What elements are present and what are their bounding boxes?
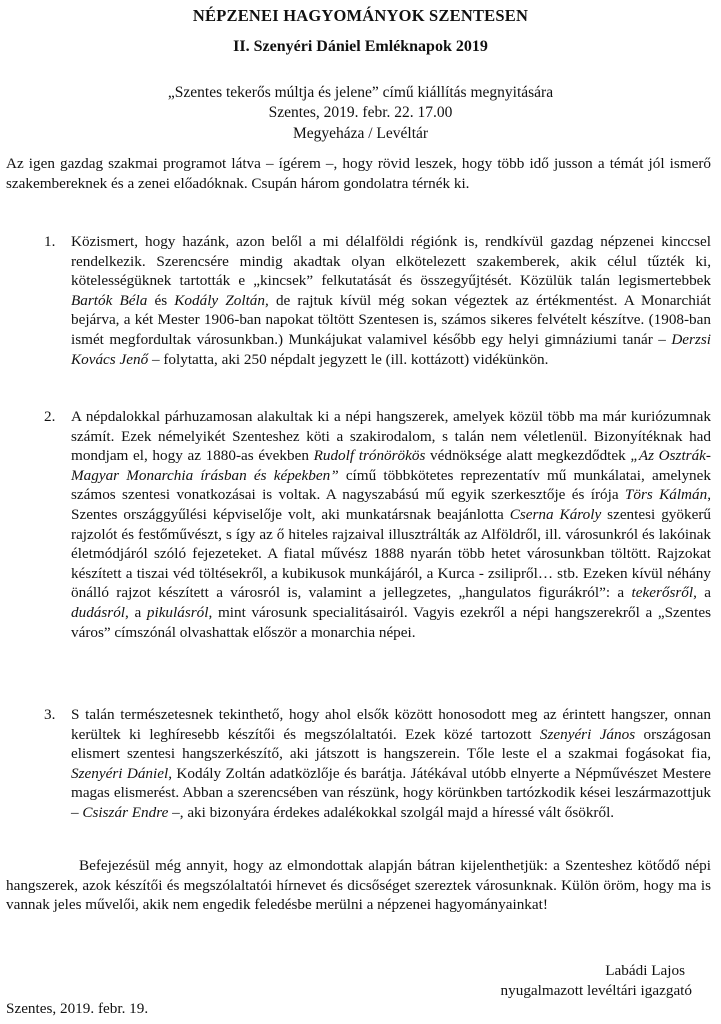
list-item-text [71,407,711,642]
text-run: országosan elismert szentesi hangszerkészítő, aki játszott is hangszerein. Tőle leste el a szakmai fogásokat fia, [71,725,711,763]
italic-text: tekerősről [631,584,694,602]
place-date: Szentes, 2019. febr. 19. [6,1000,149,1017]
text-run: című többkötetes reprezentatív mű munkálatai, amelynek számos szentesi vonatkozásai is voltak. A nagyszabású mű egyik szerkesztője és írója [71,466,711,504]
text-run: , de rajtuk kívül még sokan végeztek az értékmentést. A Monarchiát bejárva, a két Mester 1906-ban napokat töltött Szentesen is, számos sikeres felvételt készítve. (1908-ban ismét megfordultak városunkban.) Munkájukat valamivel később egy helyi gimnáziumi tanár – [71,291,712,348]
italic-text: Bartók Béla [71,291,148,309]
list-item-number: 1. [44,233,56,250]
signature-role: nyugalmazott levéltári igazgató [500,982,692,999]
list-item [6,407,711,642]
document-subtitle: II. Szenyéri Dániel Emléknapok 2019 [233,38,488,55]
text-run: – folytatta, aki 250 népdalt jegyzett le (ill. kottázott) vidékünkön. [148,350,549,368]
list-item [6,232,711,369]
text-run: A népdalokkal párhuzamosan alakultak ki a népi hangszerek, amelyek közül több ma már kuriózumnak számít. Ezek némelyikét Szenteshez köti a szakirodalom, s talán nem véletlenül. Bizonyítéknak had mondjam el, hogy az 1880-as években [71,408,711,465]
italic-text: Cserna Károly [509,505,602,523]
italic-text: dudásról [71,603,126,621]
document-title: NÉPZENEI HAGYOMÁNYOK SZENTESEN [192,6,529,25]
italic-text: Rudolf trónörökös [313,447,426,465]
text-run: szentesi gyökerű rajzolót és festőművészt, s így az ő hiteles rajzaival illusztrálták az Alföldről, ill. városunkról és lakóinak életmódjáról szóló fejezeteket. A fiatal művész 1888 nyarán több hetet városunkban töltött. Rajzokat készített a tiszai véd töltésekről, a kubikusok munkájáról, a Kurca - zsilipről… stb. Ezeken kívül néhány önálló rajzot készített a városról is, valamint a jellegzetes, „hangulatos figurákról”: a [71,505,711,602]
text-run: –, aki bizonyára érdekes adalékokkal szolgál majd a híressé vált ősökről. [168,803,615,821]
event-venue: Megyeháza / Levéltár [292,125,429,142]
list-item [6,705,711,823]
text-run: , a [125,603,147,621]
text-run: védnöksége alatt megkezdődtek [425,447,631,465]
closing-paragraph: Befejezésül még annyit, hogy az elmondottak alapján bátran kijelenthetjük: a Szenteshez kötődő népi hangszerek, azok készítői és megszólaltatói hírnevet és dicsőséget szereztek városunknak. Külön öröm, hogy ma is vannak jeles művelői, akik nem engedik feledésbe merülni a népzenei hagyományainkat! [6,857,711,914]
italic-text: Csiszár Endre [82,803,169,821]
text-run: és [147,291,175,309]
intro-paragraph: Az igen gazdag szakmai programot látva – ígérem –, hogy rövid leszek, hogy több idő jusson a témát jól ismerő szakembereknek és a zenei előadóknak. Csupán három gondolatra térnék ki. [6,155,711,192]
italic-text: Kodály Zoltán [174,291,265,309]
list-item-text [71,232,711,369]
list-item-text [71,705,711,823]
text-run: Közismert, hogy hazánk, azon belől a mi délalföldi régiónk is, rendkívül gazdag népzenei kinccsel rendelkezik. Szerencsére mindig akadtak olyan elkötelezett szakemberek, akik célul tűzték ki, kötelességüknek tartották e „kincsek” felkutatását és összegyűjtését. Közülük talán legismertebbek [71,233,711,290]
text-run: , mint városunk specialitásairól. Vagyis ezekről a népi hangszerekről a „Szentes város” címszónál olvashattak először a monarchia népei. [71,603,711,641]
list-item-number: 3. [44,706,56,723]
signature-name: Labádi Lajos [605,962,685,979]
italic-text: Derzsi Kovács Jenő [71,330,711,368]
text-run: , Kodály Zoltán adatközlője és barátja. Játékával utóbb elnyerte a Népművészet Mestere magas elismerést. Abban a szerencsében van részünk, hogy körünkben tartózkodik kései leszármazottjuk – [71,764,711,821]
text-run: S talán természetesnek tekinthető, hogy ahol elsők között honosodott meg az érintett hangszer, onnan kerültek ki leghíresebb készítői és megszólaltatói. Ezek közé tartozott [71,706,711,743]
italic-text: Szenyéri Dániel [71,764,169,782]
text-run: , Szentes országgyűlési képviselője volt, aki munkatársnak beajánlotta [71,486,712,523]
event-datetime: Szentes, 2019. febr. 22. 17.00 [268,104,453,121]
text-run: , a [693,584,711,602]
italic-text: pikulásról [146,603,209,621]
italic-text: Szenyéri János [539,725,636,743]
event-description: „Szentes tekerős múltja és jelene” című kiállítás megnyitására [167,84,554,101]
italic-text: Törs Kálmán [624,486,708,504]
list-item-number: 2. [44,408,56,425]
italic-text: „Az Osztrák-Magyar Monarchia írásban és képekben” [71,447,711,484]
